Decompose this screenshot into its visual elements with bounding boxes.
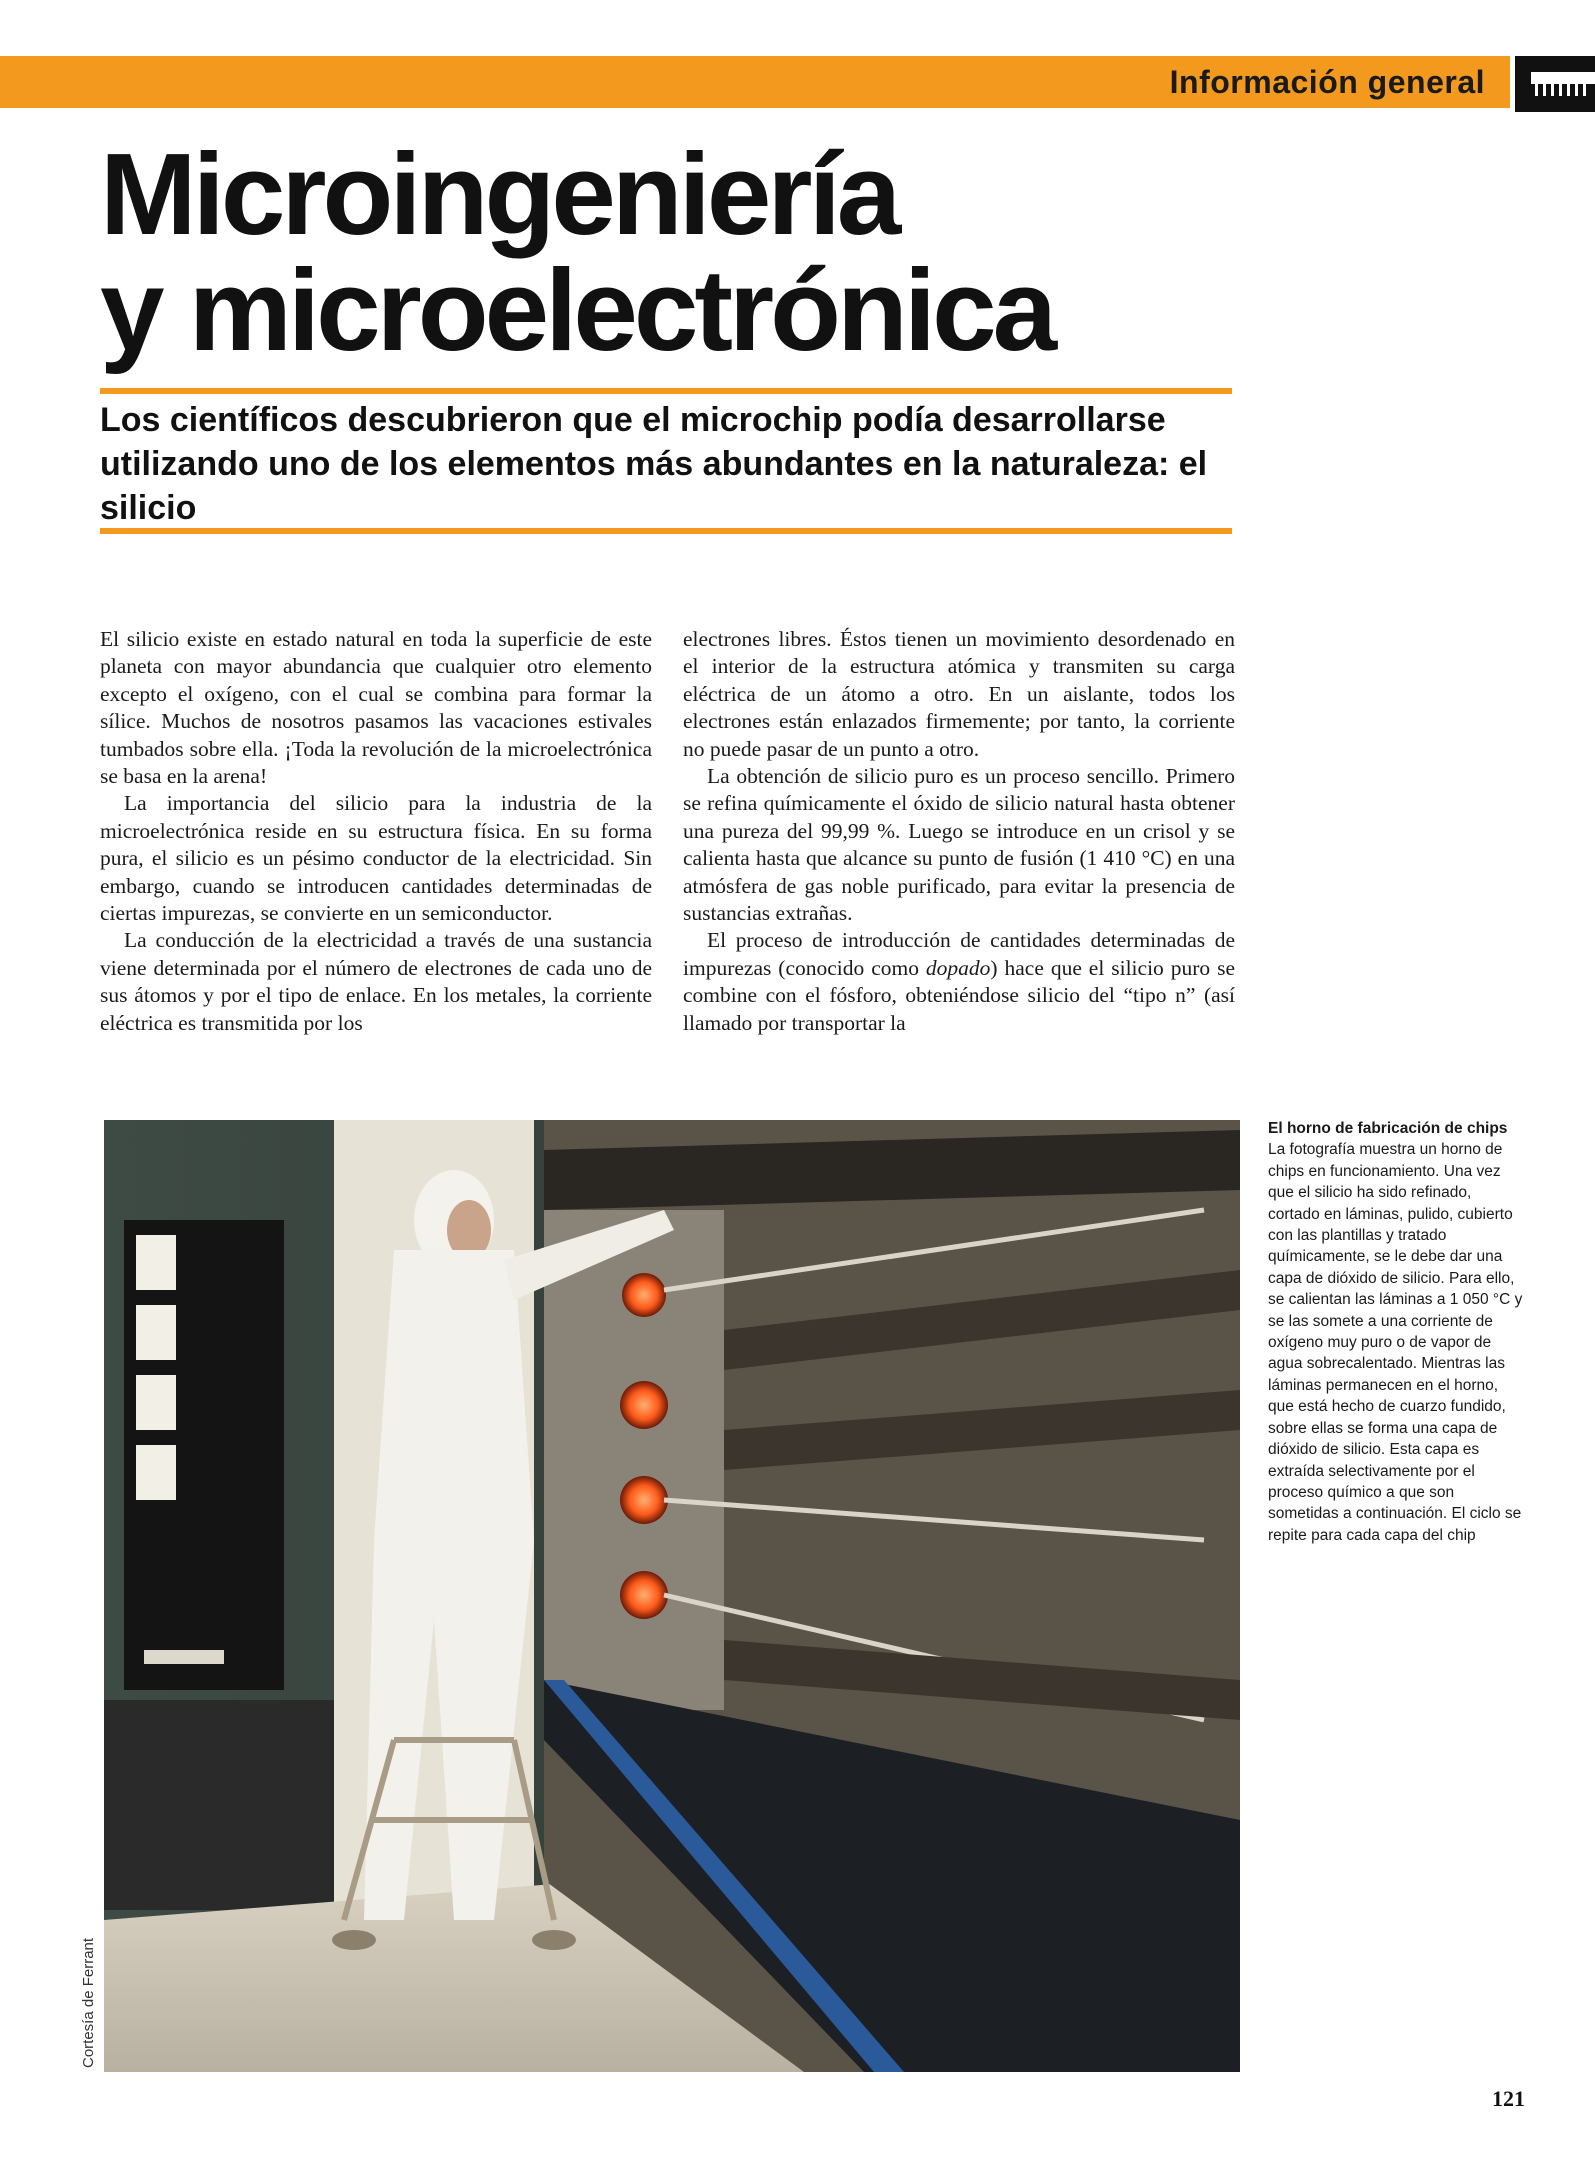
title-line-2: y microelectrónica [100,245,1054,375]
paragraph: electrones libres. Éstos tienen un movimiento desordenado en el interior de la estructura atómica y transmiten su carga eléctrica de un átomo a otro. En un aislante, todos los electrones están enlazados firmemente; por tanto, la corriente no puede pasar de un punto a otro. [683,627,1235,761]
furnace-photo [104,1120,1240,2072]
paragraph: La importancia del silicio para la industria de la microelectrónica reside en su estructura física. En su forma pura, el silicio es un pésimo conductor de la electricidad. Sin embargo, cuando se introducen cantidades determinadas de ciertas impurezas, se convierte en un semiconductor. [100,791,652,926]
text-column-1 [100,626,652,1037]
article-subtitle: Los científicos descubrieron que el microchip podía desarrollarse utilizando uno de los elementos más abundantes en la naturaleza: el silicio [100,401,1208,527]
caption-title: El horno de fabricación de chips [1268,1120,1508,1137]
page-number: 121 [1492,2086,1525,2111]
title-line-1: Microingeniería [100,129,898,259]
text-run: ) hace que el silicio puro se combine con el fósforo, obteniéndose silicio del “tipo n” (así llamado por transportar la [683,955,1235,1035]
paragraph: El silicio existe en estado natural en toda la superficie de este planeta con mayor abundancia que cualquier otro elemento excepto el oxígeno, con el cual se combina para formar la sílice. Muchos de nosotros pasamos las vacaciones estivales tumbados sobre ella. ¡Toda la revolución de la microelectrónica se basa en la arena! [100,627,652,789]
emphasis-term: dopado [925,955,991,980]
paragraph: La conducción de la electricidad a través de una sustancia viene determinada por el número de electrones de cada uno de sus átomos y por el tipo de enlace. En los metales, la corriente eléctrica es transmitida por los [100,928,652,1035]
caption-text: La fotografía muestra un horno de chips en funcionamiento. Una vez que el silicio ha sido refinado, cortado en láminas, pulido, cubierto con las plantillas y tratado químicamente, se le debe dar una capa de dióxido de silicio. Para ello, se calientan las láminas a 1 050 °C y se las somete a una corriente de oxígeno muy puro o de vapor de agua sobrecalentado. Mientras las láminas permanecen en el horno, que está hecho de cuarzo fundido, sobre ellas se forma una capa de dióxido de silicio. Esta capa es extraída selectivamente por el proceso químico a que son sometidas a continuación. El ciclo se repite para cada capa del chip [1268,1141,1523,1544]
photo-credit: Cortesía de Ferrant [80,1937,97,2068]
text-column-2 [683,626,1235,1037]
photo-caption [1268,1118,1523,1546]
article-title [100,129,1200,375]
text-run: El proceso de introducción de cantidades determinadas de impurezas (conocido como [683,928,1235,980]
section-label: Información general [1169,64,1485,100]
divider-top [100,388,1232,394]
divider-bottom [100,528,1232,534]
paragraph: La obtención de silicio puro es un proceso sencillo. Primero se refina químicamente el óxido de silicio natural hasta obtener una pureza del 99,99 %. Luego se introduce en un crisol y se calienta hasta que alcance su punto de fusión (1 410 °C) en una atmósfera de gas noble purificado, para evitar la presencia de sustancias extrañas. [683,764,1235,926]
microchip-icon [1515,56,1595,112]
paragraph [683,927,1235,1037]
